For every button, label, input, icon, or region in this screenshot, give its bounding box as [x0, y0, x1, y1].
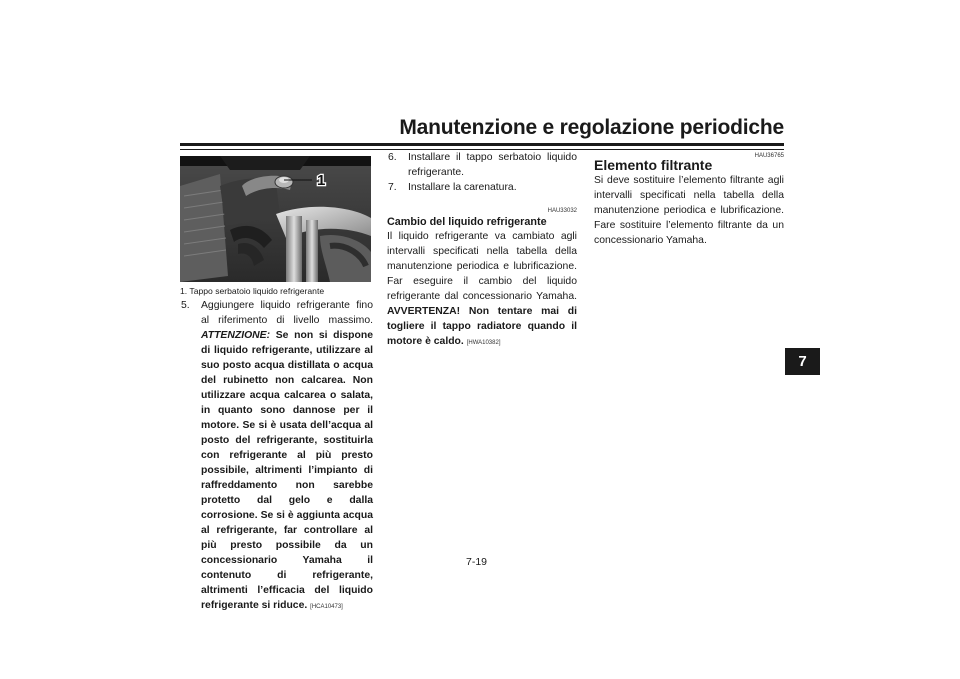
column-middle: [387, 150, 577, 351]
chapter-tab: 7: [785, 348, 820, 375]
figure-caption: 1. Tappo serbatoio liquido refrigerante: [180, 286, 325, 296]
section-code: HAU36765: [754, 153, 784, 159]
step-number: 6.: [388, 152, 397, 163]
step-7: [387, 180, 577, 195]
coolant-reservoir-photo: [180, 156, 371, 282]
section-paragraph: Si deve sostituire l’elemento filtrante agli intervalli specificati nella tabella della manutenzione periodica e lubrificazione. Fare sostituire l’elemento filtrante da un concessionario Yamaha.: [594, 175, 784, 246]
step-text: Aggiungere liquido refrigerante fino al riferimento di livello massimo.: [201, 300, 373, 326]
title-rule: [180, 143, 784, 146]
step-5: [180, 298, 373, 615]
step-number: 7.: [388, 182, 397, 193]
caution-label: ATTENZIONE:: [201, 330, 271, 341]
callout-number: 1: [317, 172, 326, 189]
step-text: Installare la carenatura.: [408, 182, 517, 193]
step-6: [387, 150, 577, 180]
section-heading: Elemento filtrante: [594, 157, 713, 173]
page-number: 7-19: [466, 556, 488, 568]
column-left: [180, 298, 373, 615]
step-number: 5.: [181, 300, 190, 311]
column-right: [594, 152, 784, 248]
section-code: HAU33032: [547, 208, 577, 214]
warning-text: AVVERTENZA! Non tentare mai di togliere il tappo radiatore quando il motore è caldo.: [387, 306, 577, 347]
section-paragraph: Il liquido refrigerante va cambiato agli intervalli specificati nella tabella della manutenzione periodica e lubrificazione. Far eseguire il cambio del liquido refrigerante dal concessionario Yamaha.: [387, 231, 577, 302]
section-heading: Cambio del liquido refrigerante: [387, 216, 547, 228]
caution-text: Se non si dispone di liquido refrigerante, utilizzare al suo posto acqua distillata o acqua del rubinetto non calcarea. Non utilizzare acqua calcarea o salata, in quanto sono dannose per il motore. Se si è usata dell’acqua al posto del refrigerante, sostituirla con refrigerante al più presto possibile, altrimenti l’impianto di raffreddamento non sarebbe protetto dal gelo e dalla corrosione. Se si è aggiunta acqua al refrigerante, far controllare al più presto possibile da un concessionario Yamaha il contenuto di refrigerante, altrimenti l’efficacia del liquido refrigerante si riduce.: [201, 330, 373, 611]
step-text: Installare il tappo serbatoio liquido refrigerante.: [408, 152, 577, 178]
caution-code: [HCA10473]: [310, 604, 343, 610]
warning-code: [HWA10382]: [466, 340, 501, 346]
page-title: Manutenzione e regolazione periodiche: [399, 116, 784, 139]
